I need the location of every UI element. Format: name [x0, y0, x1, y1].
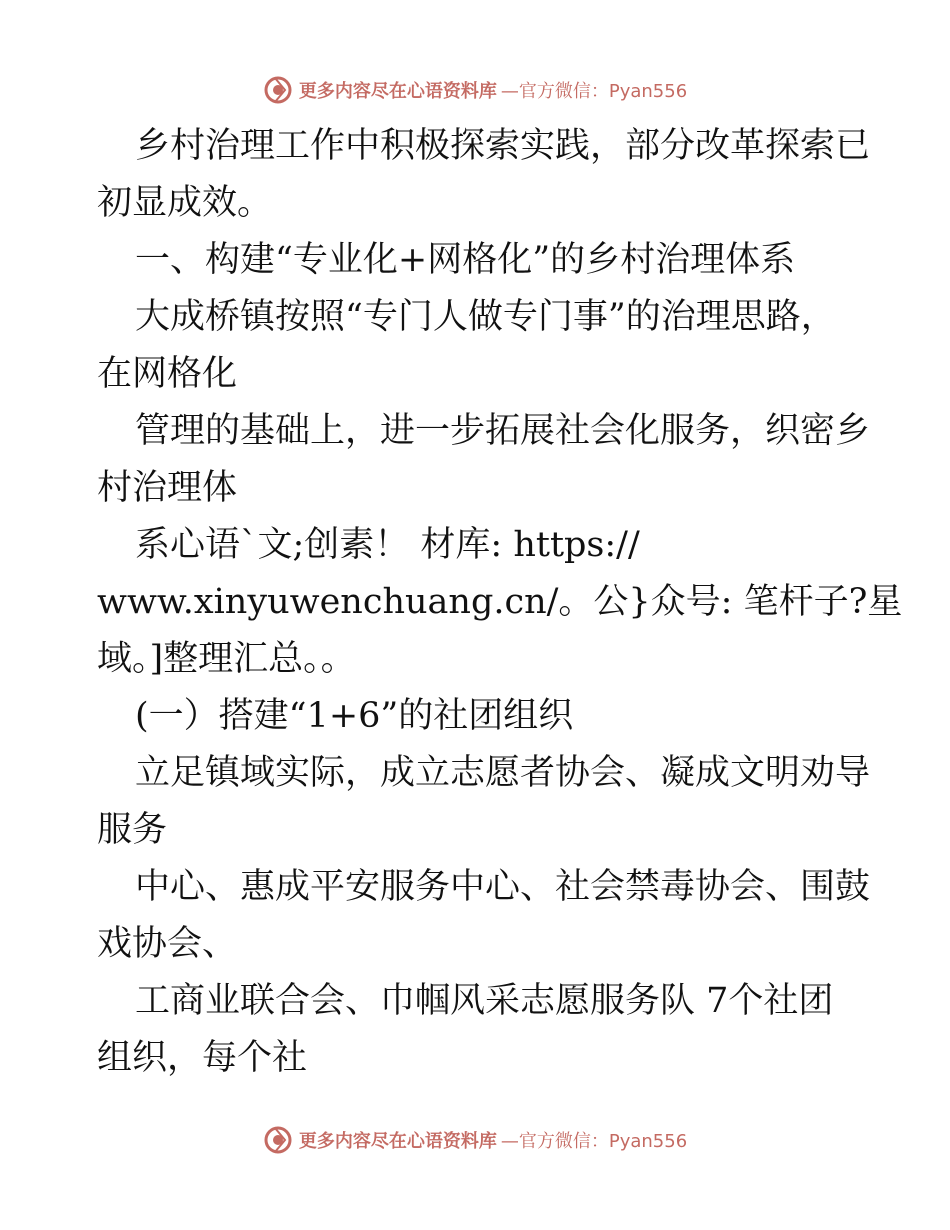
text-line: 组织，每个社	[97, 1038, 308, 1078]
text-line: 大成桥镇按照“专门人做专门事”的治理思路，	[135, 297, 836, 337]
text-line: 工商业联合会、巾帼风采志愿服务队 7个社团	[135, 981, 834, 1021]
footer-banner	[0, 1120, 950, 1160]
text-line: 乡村治理工作中积极探索实践，部分改革探索已	[135, 126, 871, 166]
logo-icon	[263, 1125, 293, 1155]
text-line: 系心语`文;创素！ 材库: https://	[135, 525, 640, 565]
text-line: 立足镇域实际，成立志愿者协会、凝成文明劝导	[135, 753, 871, 793]
banner-contact: —官方微信：Pyan556	[500, 1131, 688, 1152]
text-line: 在网格化	[97, 354, 238, 394]
text-line: 域。]整理汇总。。	[97, 639, 356, 679]
document-body	[97, 118, 903, 1087]
text-line: 中心、惠成平安服务中心、社会禁毒协会、围鼓	[135, 867, 871, 907]
text-line: www.xinyuwenchuang.cn/。公}众号: 笔杆子?星	[97, 582, 903, 622]
text-line: 戏协会、	[97, 924, 238, 964]
text-line: 初显成效。	[97, 183, 273, 223]
text-line: 村治理体	[97, 468, 238, 508]
banner-title: 更多内容尽在心语资料库	[298, 81, 497, 102]
banner-contact: —官方微信：Pyan556	[500, 81, 688, 102]
subsection-heading: (一）搭建“1+6”的社团组织	[135, 696, 574, 736]
logo-icon	[263, 75, 293, 105]
banner-title: 更多内容尽在心语资料库	[298, 1131, 497, 1152]
text-line: 服务	[97, 810, 168, 850]
text-line: 管理的基础上，进一步拓展社会化服务，织密乡	[135, 411, 871, 451]
header-banner	[0, 70, 950, 110]
section-heading: 一、构建“专业化+网格化”的乡村治理体系	[135, 240, 796, 280]
